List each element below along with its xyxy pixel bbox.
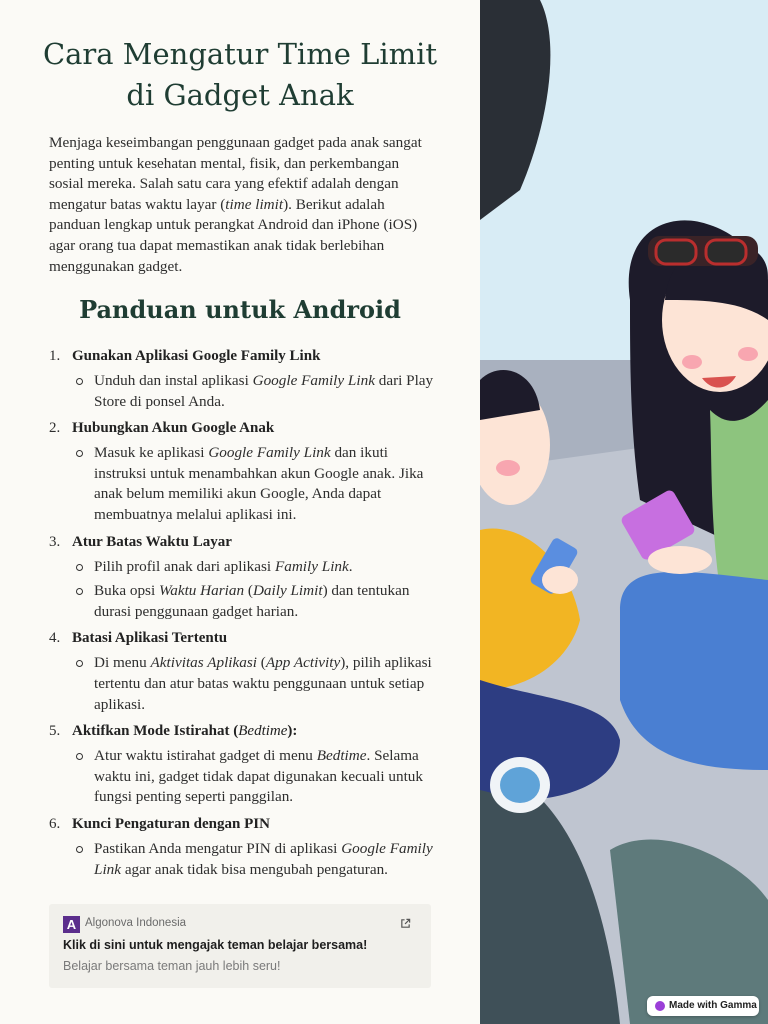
illustration-panel xyxy=(480,0,768,1024)
bullet-italic-text: App Activity xyxy=(265,654,341,672)
step-title xyxy=(72,418,434,438)
step-title-end: ): xyxy=(287,723,298,740)
bullet-text: ( xyxy=(244,582,253,600)
step-bullet xyxy=(94,557,434,578)
intro-text-1: Menjaga keseimbangan penggunaan gadget pada anak sangat penting untuk kesehatan mental, fisik, dan perkembangan sosial mereka. Salah satu cara yang efektif adalah dengan mengatur batas waktu layar ( xyxy=(49,134,422,213)
intro-text-2: ). Berikut adalah panduan lengkap untuk perangkat Android dan iPhone (iOS) agar orang tua dapat memastikan anak tidak berlebihan menggunakan gadget. xyxy=(49,195,418,275)
external-link-icon[interactable] xyxy=(400,918,411,929)
bullet-text: Masuk ke aplikasi xyxy=(94,444,209,462)
step-title-text: Hubungkan Akun Google Anak xyxy=(72,420,275,437)
card-title[interactable]: Klik di sini untuk mengajak teman belajar bersama! xyxy=(63,938,368,952)
bullet-text: dan ikuti instruksi untuk menambahkan akun Google anak. Jika anak belum memiliki akun Google, Anda dapat membuatnya melalui aplikasi ini. xyxy=(94,444,424,523)
bullet-text: dari Play Store di ponsel Anda. xyxy=(94,372,434,410)
step-title-text: Atur Batas Waktu Layar xyxy=(72,533,232,550)
step-item xyxy=(49,346,434,412)
step-number: 6. xyxy=(49,815,61,832)
bullet-text: Di menu xyxy=(94,654,151,672)
bullet-text: agar anak tidak bisa mengubah pengaturan. xyxy=(121,860,388,878)
step-item xyxy=(49,814,434,880)
step-title xyxy=(72,721,434,741)
step-bullet xyxy=(94,371,434,412)
badge-label: Made with Gamma xyxy=(669,1000,757,1011)
bullet-italic-text: Google Family Link xyxy=(252,372,375,389)
page-title: Cara Mengatur Time Limit di Gadget Anak xyxy=(42,37,438,112)
bullet-italic-text: Google Family Link xyxy=(94,839,433,878)
bullet-text: ) dan tentukan durasi penggunaan gadget harian. xyxy=(94,582,410,620)
step-title-text: Kunci Pengaturan dengan PIN xyxy=(72,815,270,832)
intro-italic-text: time limit xyxy=(225,195,284,213)
step-item xyxy=(49,532,434,623)
bullet-text: Pilih profil anak dari aplikasi xyxy=(94,557,275,575)
step-title xyxy=(72,814,434,834)
step-item xyxy=(49,628,434,715)
step-bullet xyxy=(94,653,434,715)
bullet-italic-text: Aktivitas Aplikasi xyxy=(150,654,257,672)
bullet-text: Atur waktu istirahat gadget di menu xyxy=(94,747,317,765)
step-title xyxy=(72,532,434,552)
step-title-italic: Bedtime xyxy=(238,723,288,740)
step-bullet xyxy=(94,746,434,808)
bullet-italic-text: Google Family Link xyxy=(208,444,331,462)
bullet-italic-text: Daily Limit xyxy=(252,582,323,600)
step-number: 1. xyxy=(49,348,61,364)
step-title xyxy=(72,346,434,366)
bullet-italic-text: Family Link xyxy=(274,557,349,575)
step-item xyxy=(49,418,434,525)
step-title-text: Gunakan Aplikasi Google Family Link xyxy=(72,348,321,364)
promo-card[interactable] xyxy=(49,904,431,988)
bullet-text: . xyxy=(348,557,353,575)
card-subtitle: Belajar bersama teman jauh lebih seru! xyxy=(63,959,281,973)
mother-child-illustration xyxy=(480,0,768,1024)
bullet-text: . Selama waktu ini, gadget tidak dapat digunakan kecuali untuk fungsi penting seperti panggilan. xyxy=(94,747,423,806)
card-brand: Algonova Indonesia xyxy=(85,917,187,929)
bullet-italic-text: Bedtime xyxy=(316,747,367,765)
step-number: 4. xyxy=(49,630,61,647)
step-title-text: Batasi Aplikasi Tertentu xyxy=(72,630,228,647)
steps-list xyxy=(49,346,434,880)
bullet-text: Unduh dan instal aplikasi xyxy=(94,372,253,389)
step-number: 3. xyxy=(49,533,61,550)
step-item xyxy=(49,721,434,808)
step-title-text: Aktifkan Mode Istirahat ( xyxy=(72,723,239,740)
made-with-gamma-badge[interactable] xyxy=(647,996,759,1016)
brand-logo-icon: A xyxy=(63,916,80,933)
intro-paragraph xyxy=(49,133,434,277)
step-bullet xyxy=(94,443,434,525)
bullet-text: ( xyxy=(256,654,266,672)
section-heading: Panduan untuk Android xyxy=(79,295,401,324)
step-title xyxy=(72,628,434,648)
step-number: 5. xyxy=(49,723,61,740)
bullet-italic-text: Waktu Harian xyxy=(158,582,245,600)
gamma-icon xyxy=(655,1001,665,1011)
step-bullet xyxy=(94,839,434,880)
bullet-text: Pastikan Anda mengatur PIN di aplikasi xyxy=(94,839,342,857)
step-number: 2. xyxy=(49,420,61,437)
bullet-text: Buka opsi xyxy=(94,582,159,600)
bullet-text: ), pilih aplikasi tertentu dan atur batas waktu penggunaan untuk setiap aplikasi. xyxy=(94,654,432,713)
step-bullet xyxy=(94,581,434,622)
